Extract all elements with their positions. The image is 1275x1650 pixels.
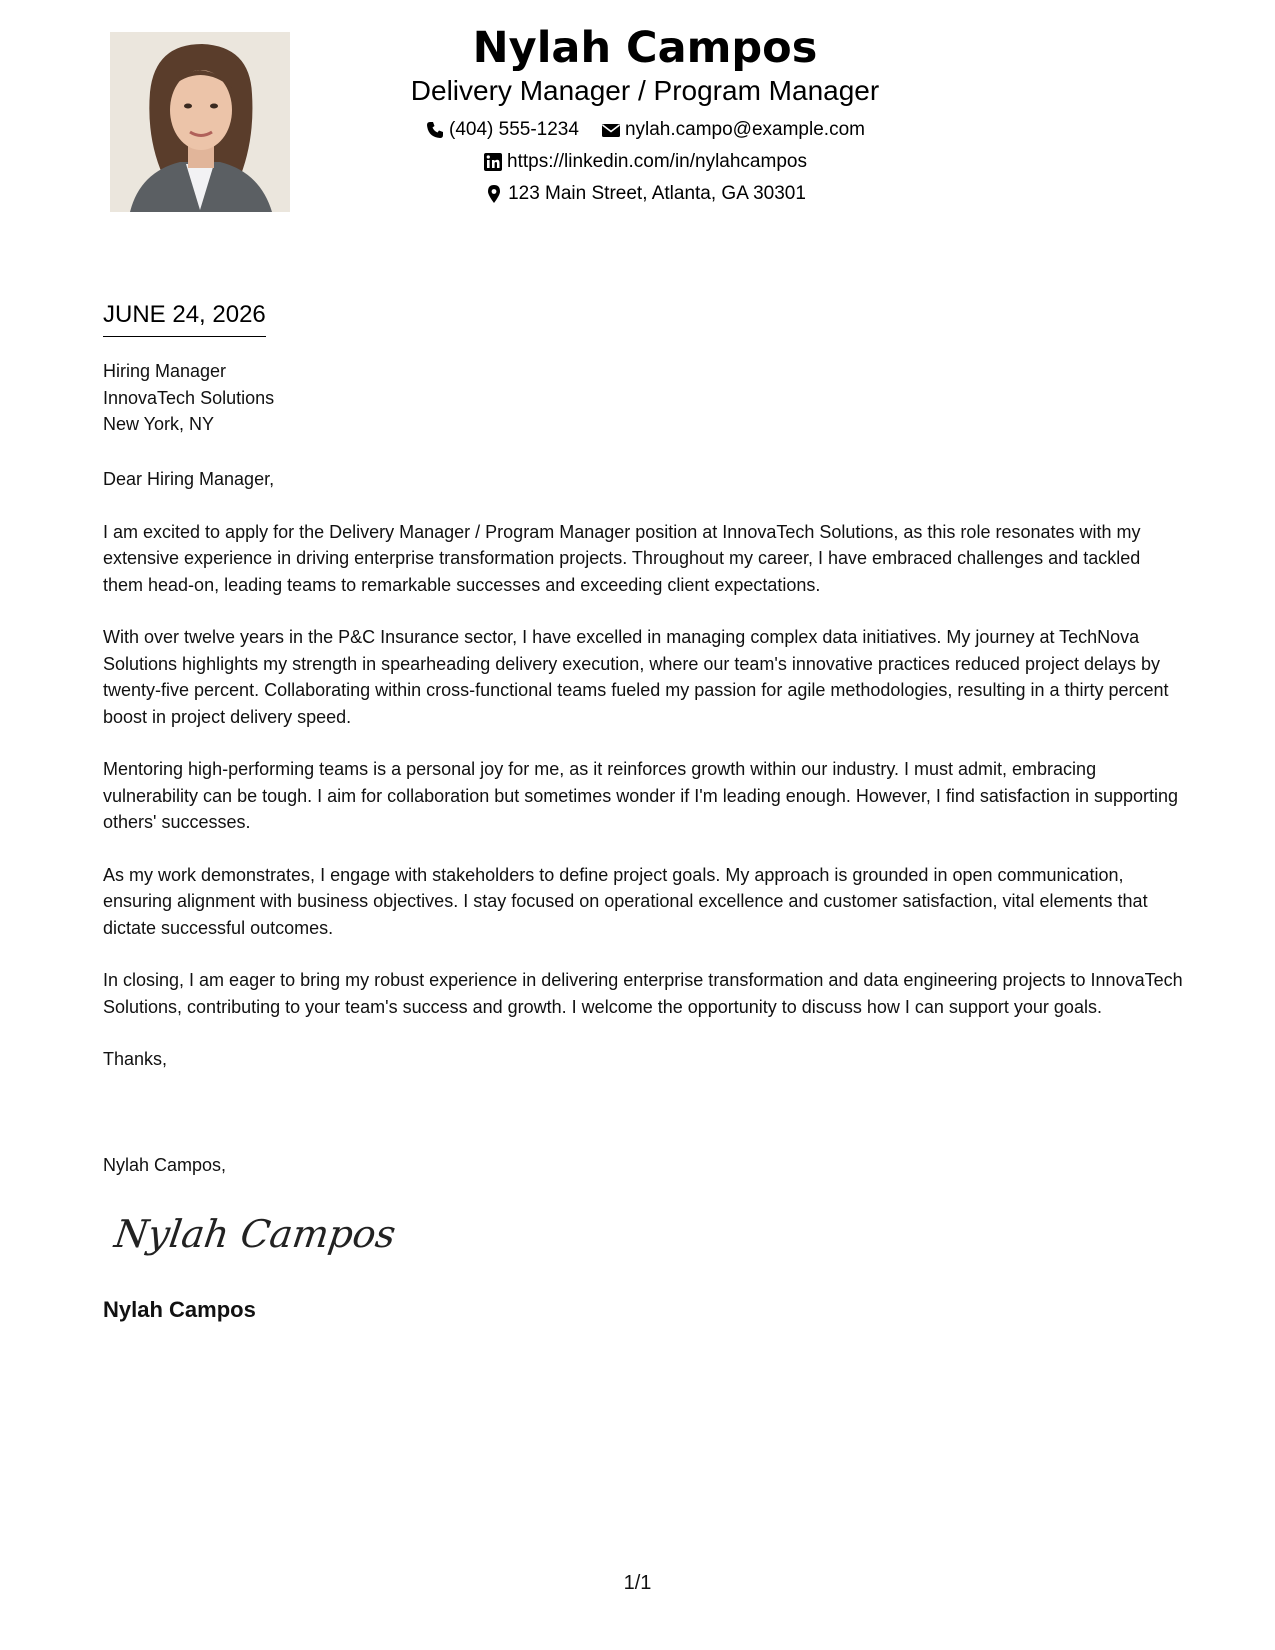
phone-number[interactable]: (404) 555-1234 [449,119,579,140]
phone-icon [425,120,445,140]
letter-body [103,466,1183,1099]
body-paragraph: As my work demonstrates, I engage with stakeholders to define project goals. My approach is grounded in open communication, ensuring alignment with business objectives. I stay focused on operational excellence and customer satisfaction, vital elements that dictate successful outcomes. [103,864,1148,938]
applicant-name: Nylah Campos [472,23,818,73]
letter-header [340,22,950,210]
map-pin-icon [484,184,504,204]
body-paragraph: In closing, I am eager to bring my robust experience in delivering enterprise transformation and data engineering projects to InnovaTech Solutions, contributing to your team's success and growth. I welcome the opportunity to discuss how I can support your goals. [103,970,1183,1017]
body-paragraph: I am excited to apply for the Delivery Manager / Program Manager position at InnovaTech Solutions, as this role resonates with my extensive experience in driving enterprise transformation projects. Throughout my career, I have embraced challenges and tackled them head-on, leading teams to remarkable successes and exceeding client expectations. [103,521,1141,595]
recipient-block [103,358,274,438]
contact-phone-email [340,114,950,146]
recipient-role: Hiring Manager [103,361,227,381]
contact-address [340,178,950,210]
recipient-location: New York, NY [103,414,215,434]
closing: Thanks, [103,1049,168,1069]
applicant-title: Delivery Manager / Program Manager [410,75,880,106]
typed-name: Nylah Campos [103,1297,256,1322]
street-address: 123 Main Street, Atlanta, GA 30301 [508,183,806,204]
handwritten-signature [111,1205,399,1270]
contact-linkedin [340,146,950,178]
greeting: Dear Hiring Manager, [103,469,275,489]
letter-date: JUNE 24, 2026 [103,300,266,337]
closing-name: Nylah Campos, [103,1155,227,1175]
signature-text: Nylah Campos [111,1213,399,1257]
body-paragraph: With over twelve years in the P&C Insurance sector, I have excelled in managing complex data initiatives. My journey at TechNova Solutions highlights my strength in spearheading delivery execution, where our team's innovative practices reduced project delays by twenty-five percent. Collaborating within cross-functional teams fueled my passion for agile methodologies, resulting in a thirty percent boost in project delivery speed. [103,627,1169,727]
profile-photo [110,32,290,212]
linkedin-icon [483,152,503,172]
body-paragraph: Mentoring high-performing teams is a personal joy for me, as it reinforces growth within our industry. I must admit, embracing vulnerability can be tough. I aim for collaboration but sometimes wonder if I'm leading enough. However, I find satisfaction in supporting others' successes. [103,759,1179,832]
linkedin-link[interactable]: https://linkedin.com/in/nylahcampos [507,151,807,172]
recipient-company: InnovaTech Solutions [103,387,275,408]
email-address[interactable]: nylah.campo@example.com [624,119,865,140]
page-indicator: 1/1 [623,1572,652,1594]
envelope-icon [601,120,621,140]
